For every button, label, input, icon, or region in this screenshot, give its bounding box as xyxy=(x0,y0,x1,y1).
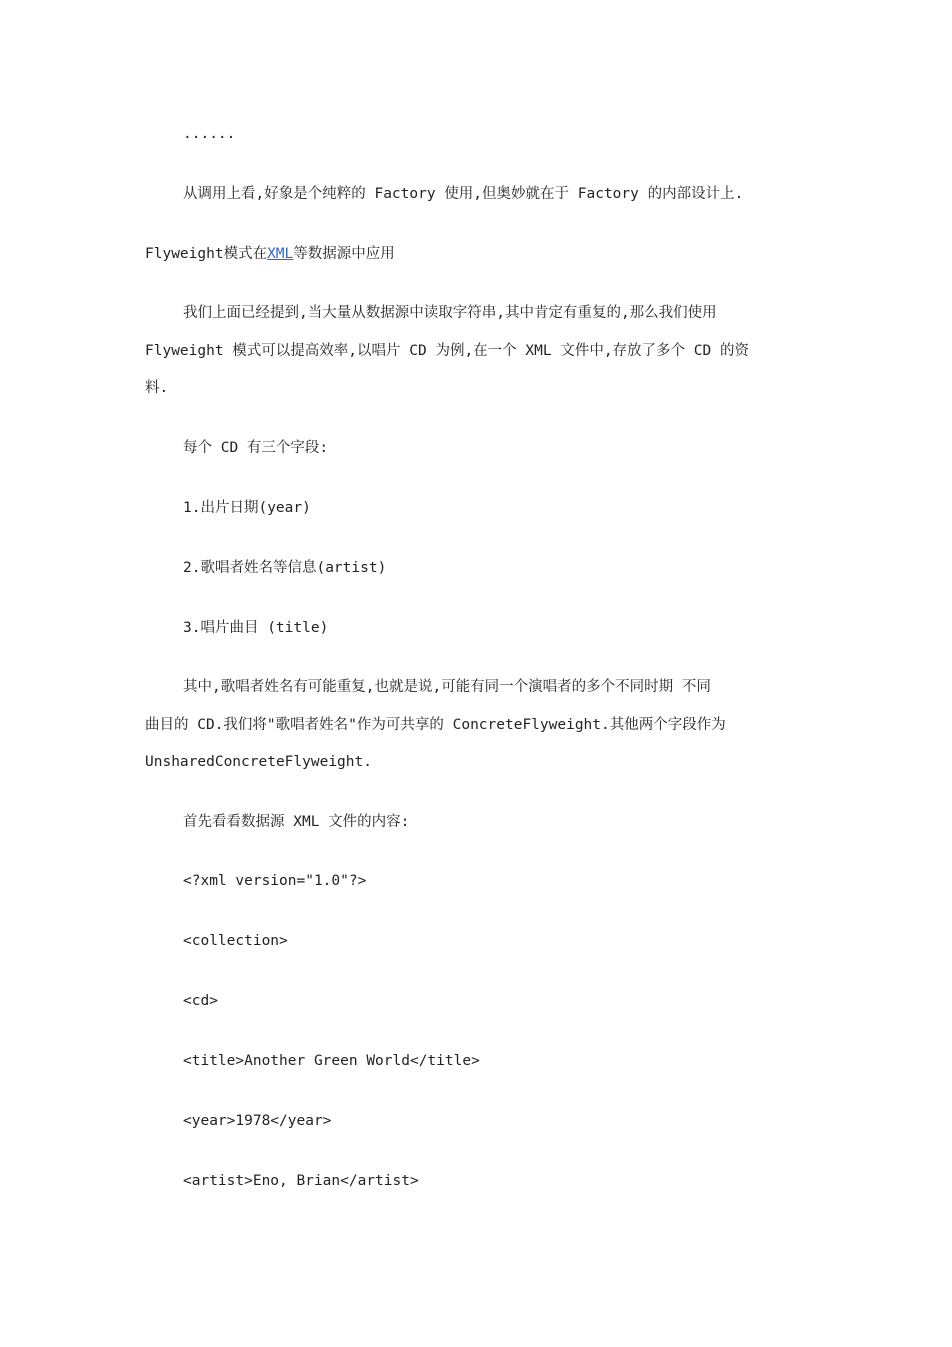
heading-suffix: 等数据源中应用 xyxy=(293,246,395,262)
code-line: <?xml version="1.0"?> xyxy=(183,873,367,889)
field-artist: 2.歌唱者姓名等信息(artist) xyxy=(183,560,387,576)
section-heading xyxy=(145,244,395,264)
code-line: <title>Another Green World</title> xyxy=(183,1053,480,1069)
code-line: <cd> xyxy=(183,993,218,1009)
paragraph-sharing-line-1: 其中,歌唱者姓名有可能重复,也就是说,可能有同一个演唱者的多个不同时期 不同 xyxy=(183,679,711,695)
xml-link[interactable]: XML xyxy=(267,246,294,262)
paragraph-xml-source: 首先看看数据源 XML 文件的内容: xyxy=(183,814,410,830)
paragraph-factory-usage: 从调用上看,好象是个纯粹的 Factory 使用,但奥妙就在于 Factory 的内部设计上. xyxy=(183,186,744,202)
code-line: <artist>Eno, Brian</artist> xyxy=(183,1173,419,1189)
code-line: <year>1978</year> xyxy=(183,1113,332,1129)
paragraph-sharing-line-3: UnsharedConcreteFlyweight. xyxy=(145,754,372,770)
field-year: 1.出片日期(year) xyxy=(183,500,311,516)
code-line: <collection> xyxy=(183,933,288,949)
heading-prefix: Flyweight模式在 xyxy=(145,246,268,262)
paragraph-intro-line-2: Flyweight 模式可以提高效率,以唱片 CD 为例,在一个 XML 文件中,存放了多个 CD 的资 xyxy=(145,343,749,359)
paragraph-intro-line-3: 料. xyxy=(145,380,169,396)
paragraph-intro-line-1: 我们上面已经提到,当大量从数据源中读取字符串,其中肯定有重复的,那么我们使用 xyxy=(183,305,717,321)
paragraph-fields: 每个 CD 有三个字段: xyxy=(183,440,329,456)
paragraph-sharing-line-2: 曲目的 CD.我们将"歌唱者姓名"作为可共享的 ConcreteFlyweight.其他两个字段作为 xyxy=(145,717,726,733)
ellipsis-text: ...... xyxy=(183,126,236,142)
field-title: 3.唱片曲目 (title) xyxy=(183,620,329,636)
